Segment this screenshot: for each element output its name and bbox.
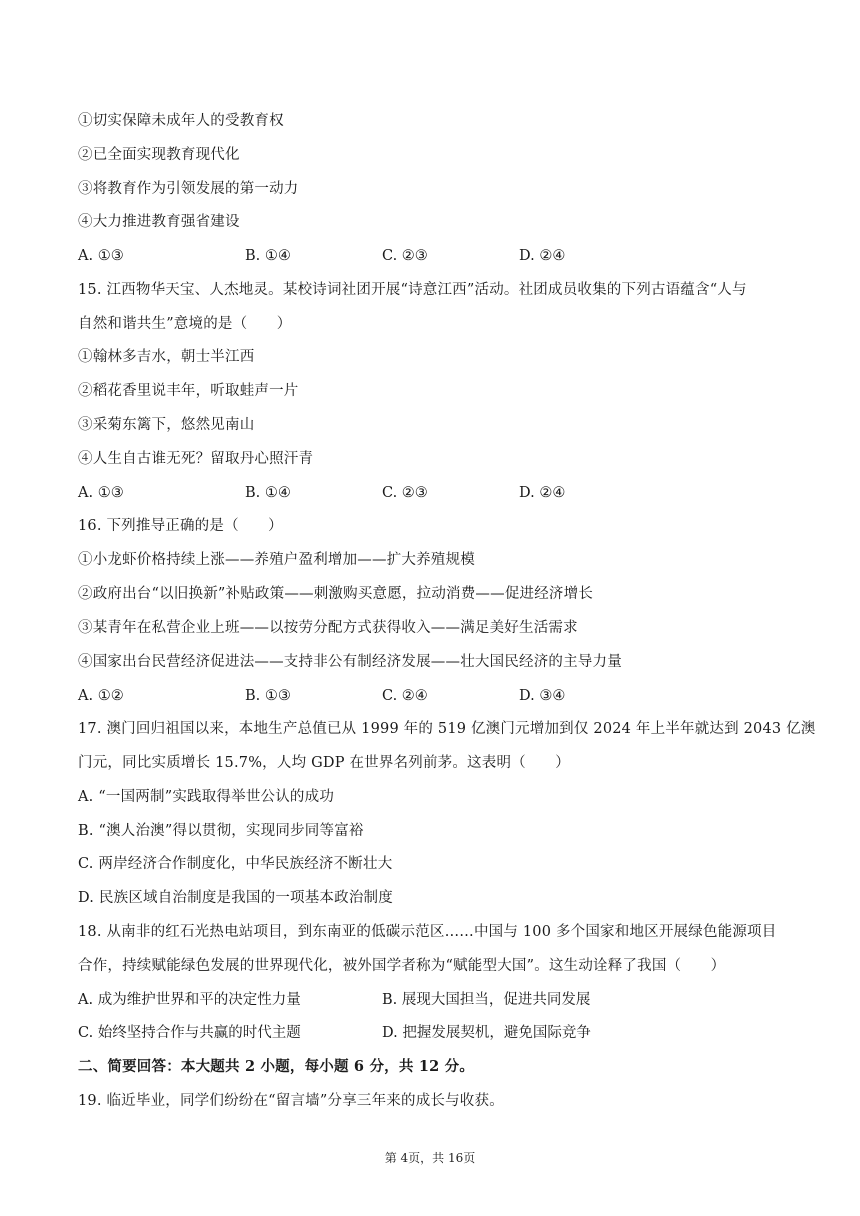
page-footer: 第 4页，共 16页 — [384, 1151, 476, 1165]
q15-item-4: ④人生自古谁无死？留取丹心照汗青 — [78, 451, 314, 467]
q14-item-1: ①切实保障未成年人的受教育权 — [78, 113, 284, 129]
q15-stem-line2: 自然和谐共生”意境的是（ ） — [78, 316, 292, 332]
q18-stem-line1: 18. 从南非的红石光热电站项目，到东南亚的低碳示范区……中国与 100 多个国家和地区开展绿色能源项目 — [78, 924, 777, 940]
q14-option-c: C. ②③ — [382, 248, 428, 264]
q17-stem-line2: 门元，同比实质增长 15.7%，人均 GDP 在世界名列前茅。这表明（ ） — [78, 755, 570, 771]
q17-option-b: B. “澳人治澳”得以贯彻，实现同步同等富裕 — [78, 823, 364, 839]
q18-option-b: B. 展现大国担当，促进共同发展 — [382, 992, 591, 1008]
q14-item-4: ④大力推进教育强省建设 — [78, 214, 240, 230]
section-2-heading: 二、简要回答：本大题共 2 小题，每小题 6 分，共 12 分。 — [78, 1058, 475, 1075]
q15-option-b: B. ①④ — [245, 485, 291, 501]
q17-option-d: D. 民族区域自治制度是我国的一项基本政治制度 — [78, 890, 393, 906]
q18-stem-line2: 合作，持续赋能绿色发展的世界现代化，被外国学者称为“赋能型大国”。这生动诠释了我国（ ） — [78, 958, 726, 974]
q15-option-c: C. ②③ — [382, 485, 428, 501]
q16-item-2: ②政府出台“以旧换新”补贴政策——刺激购买意愿，拉动消费——促进经济增长 — [78, 586, 594, 602]
q15-stem-line1: 15. 江西物华天宝、人杰地灵。某校诗词社团开展“诗意江西”活动。社团成员收集的下列古语蕴含“人与 — [78, 282, 747, 298]
q15-item-3: ③采菊东篱下，悠然见南山 — [78, 417, 255, 433]
q17-option-c: C. 两岸经济合作制度化，中华民族经济不断壮大 — [78, 856, 393, 872]
q18-option-d: D. 把握发展契机，避免国际竞争 — [382, 1025, 591, 1041]
q18-option-a: A. 成为维护世界和平的决定性力量 — [78, 992, 301, 1008]
q16-option-a: A. ①② — [78, 688, 124, 704]
q16-option-c: C. ②④ — [382, 688, 428, 704]
q16-option-d: D. ③④ — [519, 688, 566, 704]
q16-item-3: ③某青年在私营企业上班——以按劳分配方式获得收入——满足美好生活需求 — [78, 620, 578, 636]
q17-option-a: A. “一国两制”实践取得举世公认的成功 — [78, 789, 335, 805]
q14-option-a: A. ①③ — [78, 248, 124, 264]
q17-stem-line1: 17. 澳门回归祖国以来，本地生产总值已从 1999 年的 519 亿澳门元增加到仅 2024 年上半年就达到 2043 亿澳 — [78, 721, 816, 737]
q18-option-c: C. 始终坚持合作与共赢的时代主题 — [78, 1025, 301, 1041]
q14-option-b: B. ①④ — [245, 248, 291, 264]
q15-option-a: A. ①③ — [78, 485, 124, 501]
q15-option-d: D. ②④ — [519, 485, 566, 501]
q16-item-1: ①小龙虾价格持续上涨——养殖户盈利增加——扩大养殖规模 — [78, 552, 475, 568]
q19-stem: 19. 临近毕业，同学们纷纷在“留言墙”分享三年来的成长与收获。 — [78, 1093, 504, 1109]
q14-item-3: ③将教育作为引领发展的第一动力 — [78, 181, 299, 197]
q14-option-d: D. ②④ — [519, 248, 566, 264]
q16-item-4: ④国家出台民营经济促进法——支持非公有制经济发展——壮大国民经济的主导力量 — [78, 654, 622, 670]
q15-item-2: ②稻花香里说丰年，听取蛙声一片 — [78, 383, 299, 399]
q16-option-b: B. ①③ — [245, 688, 291, 704]
q14-item-2: ②已全面实现教育现代化 — [78, 147, 240, 163]
q15-item-1: ①翰林多吉水，朝士半江西 — [78, 349, 255, 365]
q16-stem: 16. 下列推导正确的是（ ） — [78, 518, 283, 534]
